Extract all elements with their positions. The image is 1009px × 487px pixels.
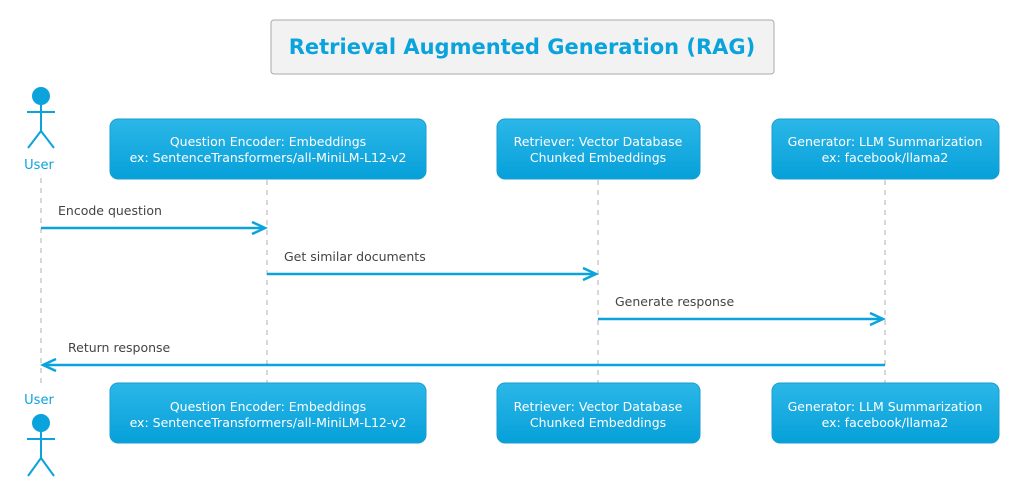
participant-retriever-bottom xyxy=(497,383,700,443)
title-text: Retrieval Augmented Generation (RAG) xyxy=(288,35,756,59)
participant-retriever-line2: Chunked Embeddings xyxy=(529,415,667,430)
message-label: Get similar documents xyxy=(284,249,426,264)
actor-user-top xyxy=(27,88,55,148)
diagram-title xyxy=(271,20,774,74)
actor-user-bottom xyxy=(27,415,55,476)
participant-retriever-line1: Retriever: Vector Database xyxy=(513,399,683,414)
participant-encoder-line2: ex: SentenceTransformers/all-MiniLM-L12-v2 xyxy=(129,415,407,430)
actor-user-label-bottom: User xyxy=(24,393,54,408)
message-return-response xyxy=(43,340,885,371)
lifelines xyxy=(41,178,885,388)
participant-generator-line2: ex: facebook/llama2 xyxy=(821,150,949,165)
message-label: Encode question xyxy=(58,203,162,218)
participant-encoder-top xyxy=(110,119,426,179)
participant-generator-line2: ex: facebook/llama2 xyxy=(821,415,949,430)
stick-figure-icon xyxy=(27,415,55,476)
participant-retriever-line2: Chunked Embeddings xyxy=(529,150,667,165)
participant-encoder-line1: Question Encoder: Embeddings xyxy=(169,134,367,149)
message-generate-response xyxy=(598,294,883,325)
participant-generator-line1: Generator: LLM Summarization xyxy=(787,134,983,149)
participant-retriever-line1: Retriever: Vector Database xyxy=(513,134,683,149)
participant-encoder-line2: ex: SentenceTransformers/all-MiniLM-L12-v2 xyxy=(129,150,407,165)
message-label: Return response xyxy=(68,340,171,355)
participant-encoder-line1: Question Encoder: Embeddings xyxy=(169,399,367,414)
message-get-similar-documents xyxy=(267,249,596,280)
stick-figure-icon xyxy=(27,88,55,148)
message-label: Generate response xyxy=(615,294,735,309)
participant-generator-top xyxy=(772,119,999,179)
participant-generator-bottom xyxy=(772,383,999,443)
actor-user-label-top: User xyxy=(24,158,54,173)
participant-encoder-bottom xyxy=(110,383,426,443)
participant-retriever-top xyxy=(497,119,700,179)
participant-generator-line1: Generator: LLM Summarization xyxy=(787,399,983,414)
message-encode-question xyxy=(41,203,265,234)
